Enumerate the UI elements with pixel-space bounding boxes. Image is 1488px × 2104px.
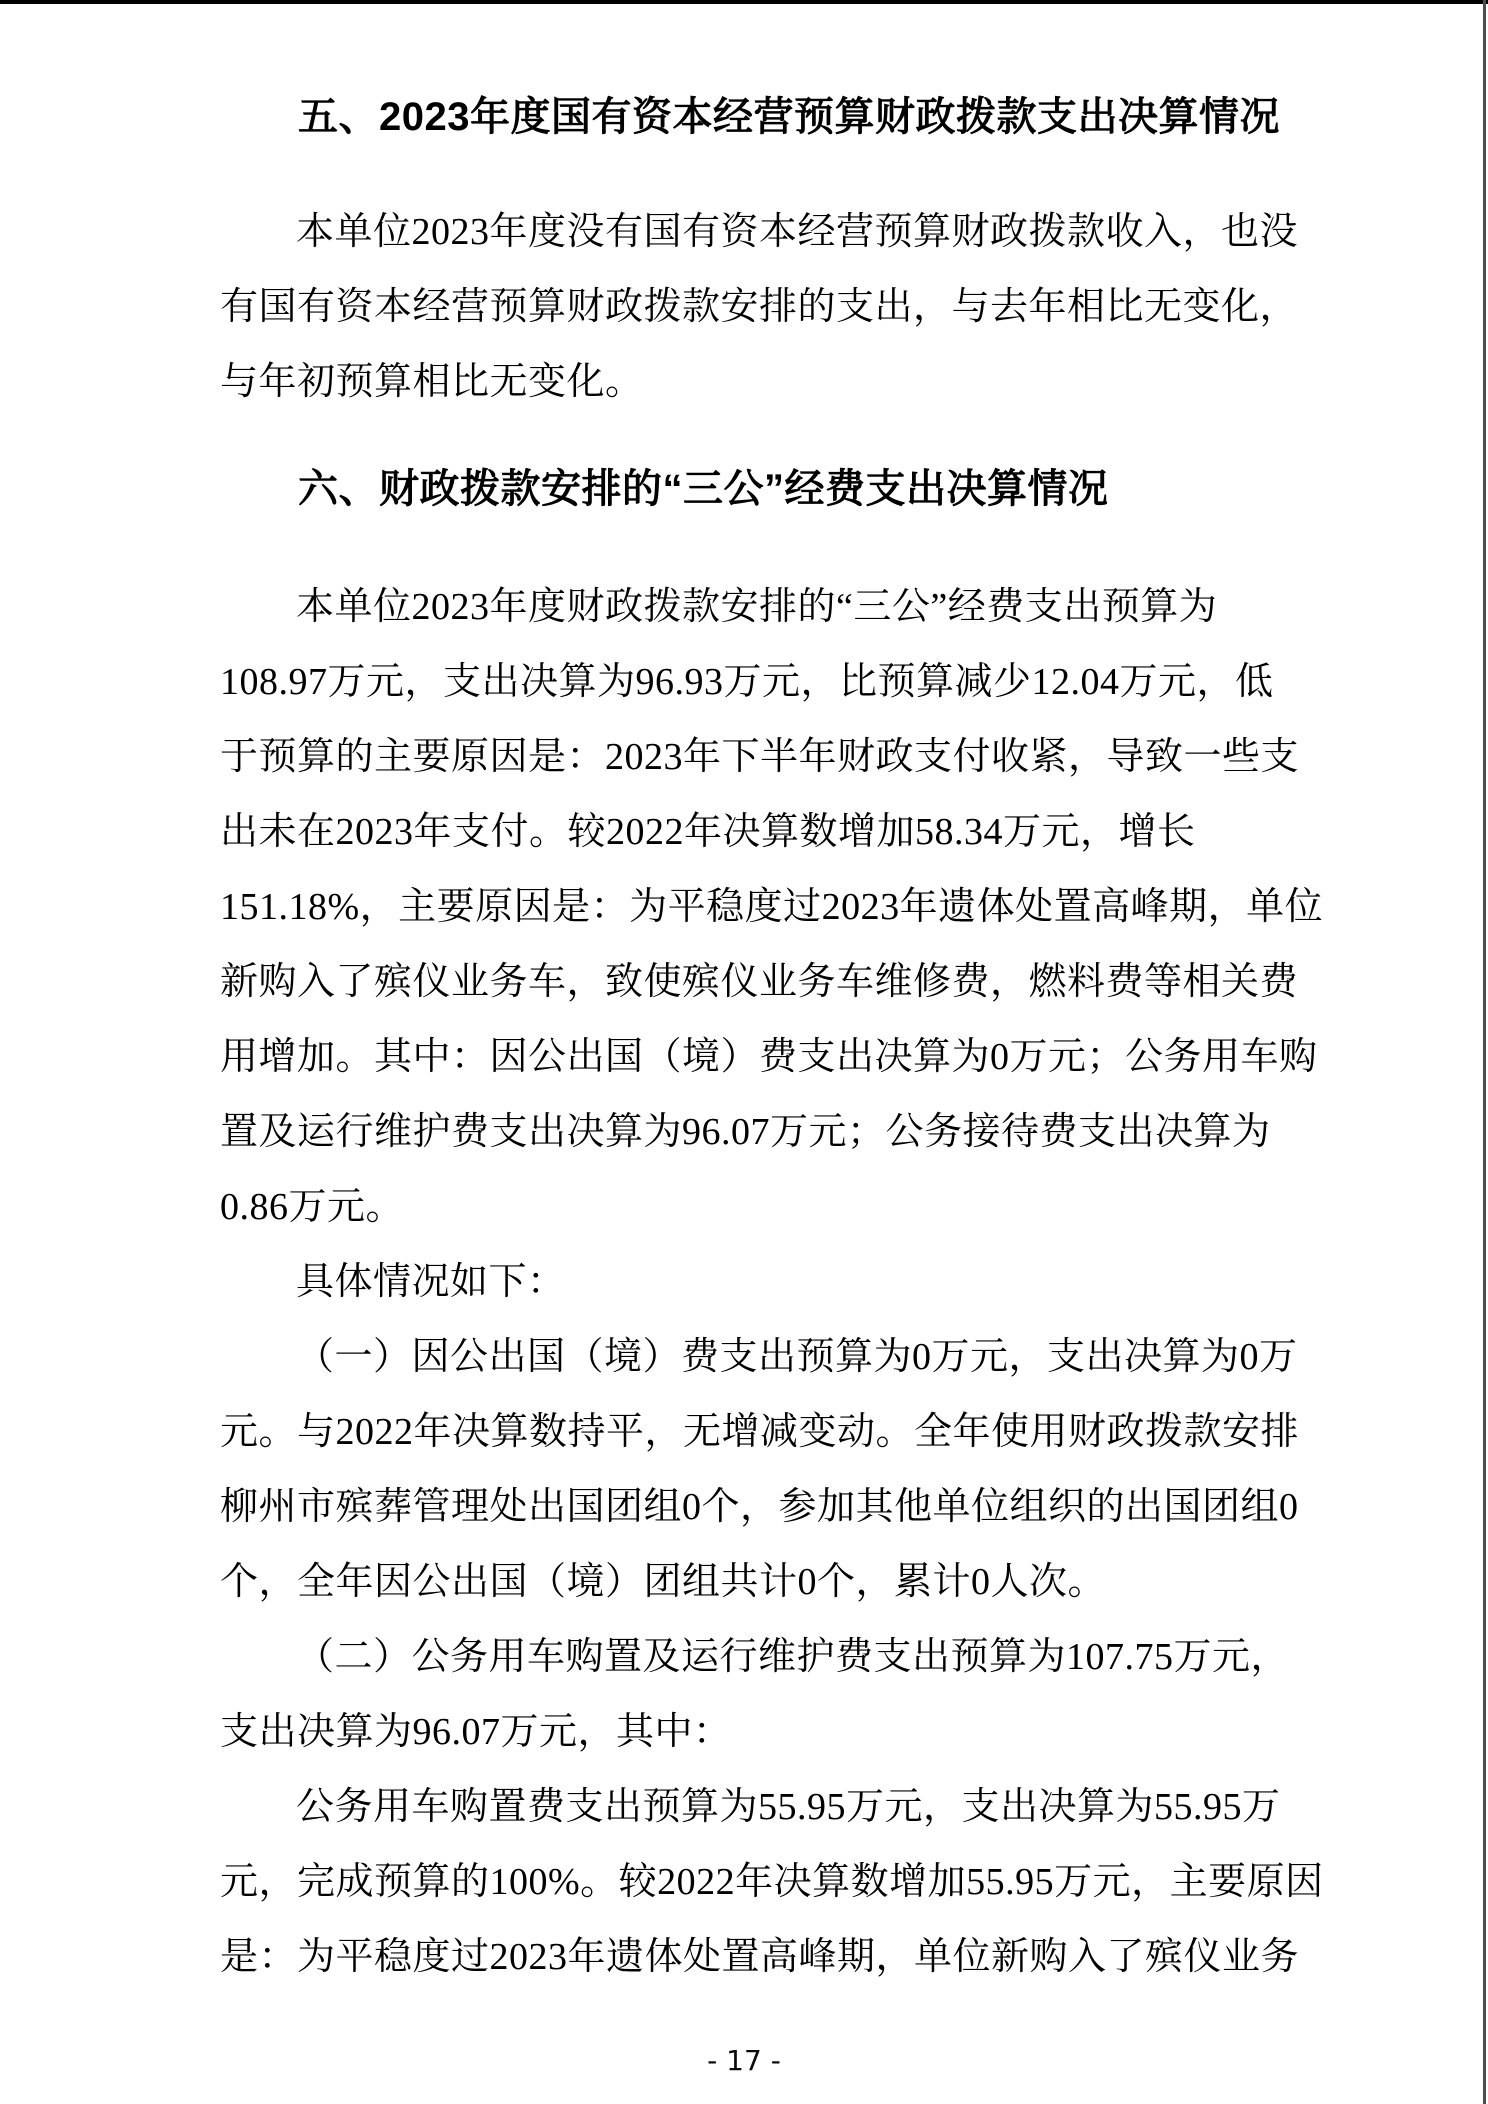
- paragraph-state-capital: [220, 195, 1299, 420]
- text-line: 本单位2023年度没有国有资本经营预算财政拨款收入，也没: [296, 211, 1299, 253]
- text-line: 108.97万元，支出决算为96.93万元，比预算减少12.04万元，低: [220, 661, 1274, 703]
- text-line: 出未在2023年支付。较2022年决算数增加58.34万元，增长: [220, 811, 1196, 853]
- text-line: （一）因公出国（境）费支出预算为0万元，支出决算为0万: [296, 1336, 1298, 1378]
- paragraph-vehicle-expense: [220, 1620, 1290, 1770]
- paragraph-three-public-overview: [220, 570, 1324, 1245]
- page-number: - 17 -: [707, 2044, 781, 2077]
- section-heading-5: 五、2023年度国有资本经营预算财政拨款支出决算情况: [298, 95, 1280, 139]
- text-line: 具体情况如下：: [296, 1261, 566, 1303]
- text-line: 是：为平稳度过2023年遗体处置高峰期，单位新购入了殡仪业务: [220, 1936, 1300, 1978]
- text-line: 公务用车购置费支出预算为55.95万元，支出决算为55.95万: [296, 1786, 1281, 1828]
- paragraph-vehicle-purchase: [220, 1770, 1324, 1995]
- scan-artifact-top-bar: [0, 0, 1488, 4]
- text-line: 有国有资本经营预算财政拨款安排的支出，与去年相比无变化，: [220, 286, 1299, 328]
- body-text-flow: [220, 570, 1324, 1995]
- text-line: 于预算的主要原因是：2023年下半年财政支付收紧，导致一些支: [220, 736, 1300, 778]
- text-line: （二）公务用车购置及运行维护费支出预算为107.75万元，: [296, 1636, 1290, 1678]
- text-line: 柳州市殡葬管理处出国团组0个，参加其他单位组织的出国团组0: [220, 1486, 1299, 1528]
- text-line: 支出决算为96.07万元，其中：: [220, 1711, 732, 1753]
- scan-artifact-right-line: [1483, 0, 1486, 2104]
- text-line: 元，完成预算的100%。较2022年决算数增加55.95万元，主要原因: [220, 1861, 1324, 1903]
- section-heading-6: 六、财政拨款安排的“三公”经费支出决算情况: [298, 467, 1109, 511]
- text-line: 置及运行维护费支出决算为96.07万元；公务接待费支出决算为: [220, 1111, 1271, 1153]
- text-line: 个，全年因公出国（境）团组共计0个，累计0人次。: [220, 1561, 1107, 1603]
- paragraph-abroad-expense: [220, 1320, 1300, 1620]
- text-line: 元。与2022年决算数持平，无增减变动。全年使用财政拨款安排: [220, 1411, 1300, 1453]
- text-line: 用增加。其中：因公出国（境）费支出决算为0万元；公务用车购: [220, 1036, 1318, 1078]
- text-line: 0.86万元。: [220, 1186, 405, 1228]
- text-line: 151.18%，主要原因是：为平稳度过2023年遗体处置高峰期，单位: [220, 886, 1324, 928]
- text-line: 本单位2023年度财政拨款安排的“三公”经费支出预算为: [296, 586, 1218, 628]
- paragraph-details-intro: [220, 1245, 1284, 1320]
- text-line: 与年初预算相比无变化。: [220, 361, 644, 403]
- text-line: 新购入了殡仪业务车，致使殡仪业务车维修费，燃料费等相关费: [220, 961, 1299, 1003]
